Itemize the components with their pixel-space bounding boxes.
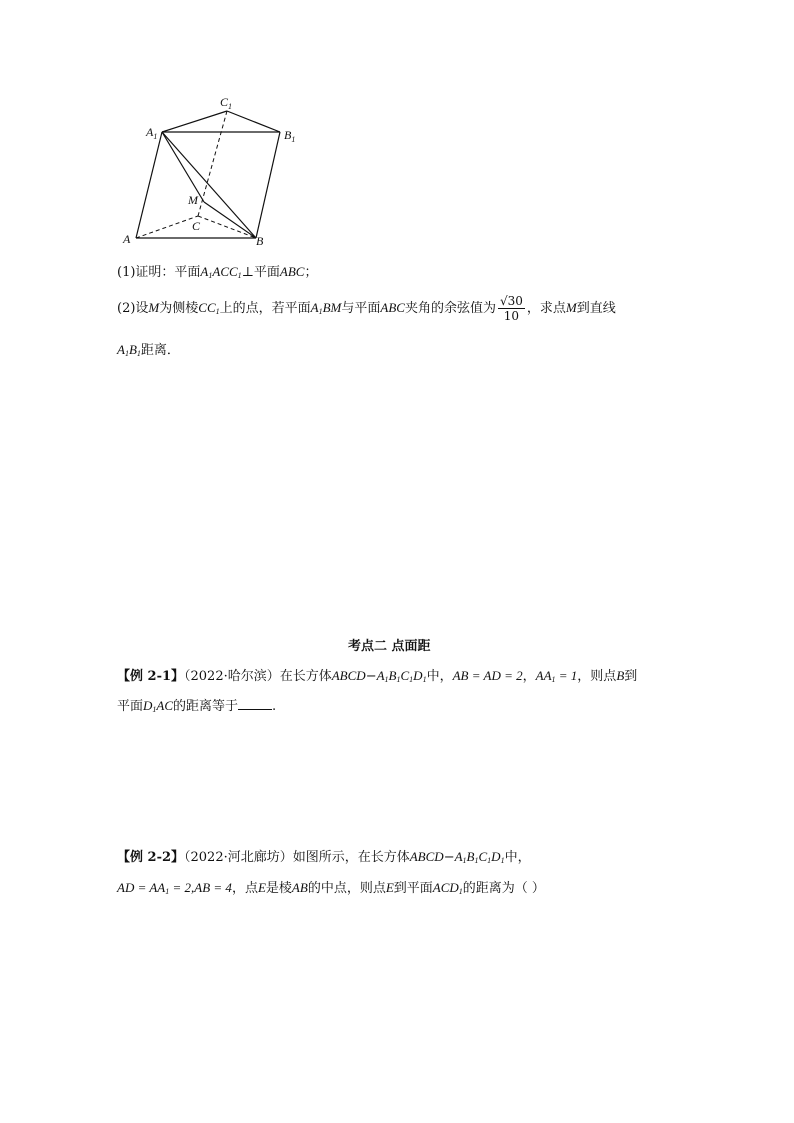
example-2-2-line1: 【例 2-2】（2022·河北廊坊）如图所示，在长方体$ABCD-A_1B_1C_1D_1$中，	[117, 849, 531, 865]
hidden-edge-c-b	[198, 216, 256, 238]
label-a: A	[123, 232, 131, 246]
label-a1: $A_1$	[146, 125, 158, 141]
section-title: 考点二 点面距	[348, 639, 431, 654]
edge-a1-c1	[162, 111, 227, 132]
edge-c1-b1	[227, 111, 280, 132]
edge-b1-b	[256, 132, 280, 238]
label-m: M	[188, 193, 198, 207]
hidden-edge-a-c	[136, 216, 198, 238]
problem1-part2-line2: $A_1B_1$距离．	[117, 342, 180, 358]
edge-m-b	[204, 202, 256, 238]
example-2-1-line1: 【例 2-1】（2022·哈尔滨）在长方体$ABCD-A_1B_1C_1D_1$中，AB = AD = 2，$AA_1 = 1$，则点B到	[117, 668, 638, 684]
edge-a1-a	[136, 132, 162, 238]
answer-blank	[238, 697, 272, 710]
example-2-2-line2: AD = $AA_1 = 2,AB = 4$，点E是棱AB的中点，则点E到平面$ACD_1$的距离为（ ）	[117, 880, 545, 896]
label-b1: $B_1$	[284, 128, 296, 144]
example-2-1-line2: 平面$D_1AC$的距离等于 .	[117, 698, 277, 714]
problem1-part2: (2)设M为侧棱$CC_1$上的点，若平面$A_1BM$与平面ABC夹角的余弦值为 $\frac{√30}{10}$ ，求点M到直线	[117, 294, 616, 323]
cosine-fraction: $\frac{√30}{10}$	[499, 294, 523, 323]
problem1-part1: (1)证明：平面$A_1ACC_1\perp$平面ABC；	[117, 264, 318, 280]
prism-figure	[110, 92, 310, 252]
label-c: C	[192, 219, 201, 233]
edge-a1-m	[162, 132, 204, 202]
label-b: B	[256, 234, 264, 248]
edge-a1-b	[162, 132, 256, 238]
label-c1: $C_1$	[220, 95, 233, 111]
